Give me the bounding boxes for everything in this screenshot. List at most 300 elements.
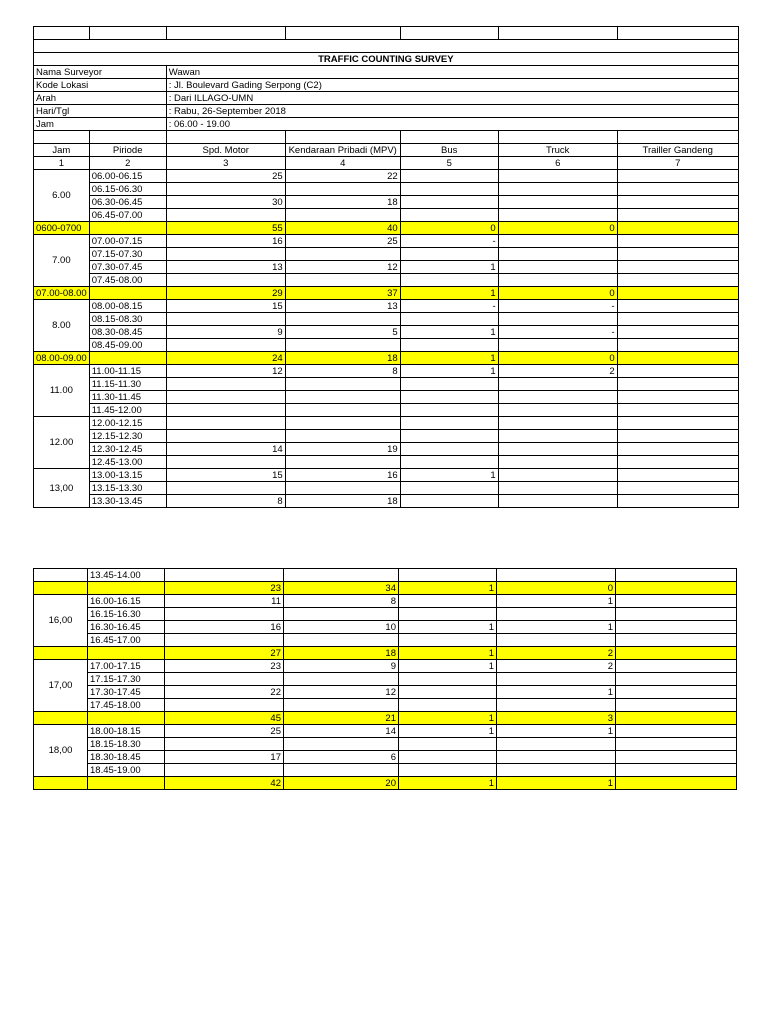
value-cell xyxy=(165,608,284,621)
value-cell: 19 xyxy=(285,443,400,456)
value-cell xyxy=(617,183,738,196)
subtotal-row xyxy=(34,287,739,300)
value-cell xyxy=(400,209,498,222)
value-cell xyxy=(497,608,616,621)
periode-cell: 13.45-14.00 xyxy=(88,569,165,582)
table-row xyxy=(34,274,739,287)
value-cell xyxy=(400,391,498,404)
blank-row xyxy=(34,27,739,40)
value-cell xyxy=(166,430,285,443)
info-row xyxy=(34,105,739,118)
value-cell xyxy=(399,673,497,686)
value-cell xyxy=(284,738,399,751)
value-cell xyxy=(399,569,497,582)
periode-cell: 17.45-18.00 xyxy=(88,699,165,712)
value-cell xyxy=(617,365,738,378)
value-cell xyxy=(616,569,737,582)
value-cell: 1 xyxy=(497,621,616,634)
info-label: Arah xyxy=(34,92,167,105)
subtotal-value: 0 xyxy=(498,287,617,300)
value-cell xyxy=(284,608,399,621)
info-value: : Rabu, 26-September 2018 xyxy=(166,105,738,118)
value-cell: 8 xyxy=(166,495,285,508)
subtotal-value: 2 xyxy=(497,647,616,660)
value-cell xyxy=(400,482,498,495)
value-cell xyxy=(498,235,617,248)
value-cell xyxy=(285,391,400,404)
value-cell: 1 xyxy=(497,725,616,738)
value-cell xyxy=(400,404,498,417)
periode-cell: 11.30-11.45 xyxy=(89,391,166,404)
value-cell: 15 xyxy=(166,300,285,313)
value-cell xyxy=(617,274,738,287)
header-spd-motor: Spd. Motor xyxy=(166,144,285,157)
value-cell: 6 xyxy=(284,751,399,764)
table-row xyxy=(34,170,739,183)
subtotal-cell xyxy=(88,647,165,660)
value-cell: 11 xyxy=(165,595,284,608)
value-cell xyxy=(166,482,285,495)
value-cell xyxy=(498,183,617,196)
value-cell xyxy=(498,495,617,508)
table-row xyxy=(34,608,737,621)
subtotal-value: 0 xyxy=(498,352,617,365)
subtotal-value: 1 xyxy=(400,287,498,300)
subtotal-value xyxy=(616,647,737,660)
subtotal-row xyxy=(34,712,737,725)
column-number: 3 xyxy=(166,157,285,170)
value-cell xyxy=(400,417,498,430)
survey-table-page-2 xyxy=(33,568,737,790)
jam-cell: 18,00 xyxy=(34,725,88,777)
value-cell xyxy=(399,764,497,777)
periode-cell: 11.00-11.15 xyxy=(89,365,166,378)
value-cell: 25 xyxy=(165,725,284,738)
periode-cell: 17.00-17.15 xyxy=(88,660,165,673)
value-cell xyxy=(285,339,400,352)
table-row xyxy=(34,300,739,313)
value-cell xyxy=(165,764,284,777)
subtotal-value: 1 xyxy=(399,712,497,725)
subtotal-value: 0 xyxy=(400,222,498,235)
subtotal-cell xyxy=(88,712,165,725)
column-number: 2 xyxy=(89,157,166,170)
value-cell xyxy=(284,699,399,712)
periode-cell: 17.30-17.45 xyxy=(88,686,165,699)
value-cell xyxy=(498,170,617,183)
info-label: Jam xyxy=(34,118,167,131)
value-cell: 23 xyxy=(165,660,284,673)
jam-cell: 13,00 xyxy=(34,469,90,508)
value-cell xyxy=(166,378,285,391)
subtotal-value xyxy=(616,777,737,790)
subtotal-label xyxy=(34,777,88,790)
value-cell xyxy=(399,738,497,751)
table-row xyxy=(34,751,737,764)
jam-cell: 17,00 xyxy=(34,660,88,712)
header-piriode: Piriode xyxy=(89,144,166,157)
value-cell xyxy=(399,595,497,608)
periode-cell: 11.15-11.30 xyxy=(89,378,166,391)
value-cell xyxy=(166,248,285,261)
value-cell xyxy=(166,404,285,417)
periode-cell: 06.45-07.00 xyxy=(89,209,166,222)
value-cell xyxy=(166,456,285,469)
value-cell: 10 xyxy=(284,621,399,634)
value-cell xyxy=(498,456,617,469)
table-row xyxy=(34,326,739,339)
value-cell: 5 xyxy=(285,326,400,339)
value-cell xyxy=(285,404,400,417)
subtotal-label xyxy=(34,712,88,725)
subtotal-value: 18 xyxy=(284,647,399,660)
jam-cell: 16,00 xyxy=(34,595,88,647)
periode-cell: 08.45-09.00 xyxy=(89,339,166,352)
value-cell: 1 xyxy=(400,469,498,482)
value-cell xyxy=(284,764,399,777)
value-cell xyxy=(617,417,738,430)
value-cell xyxy=(400,339,498,352)
value-cell xyxy=(617,391,738,404)
periode-cell: 07.30-07.45 xyxy=(89,261,166,274)
subtotal-label: 0600-0700 xyxy=(34,222,90,235)
value-cell: 18 xyxy=(285,196,400,209)
value-cell xyxy=(616,660,737,673)
periode-cell: 18.00-18.15 xyxy=(88,725,165,738)
info-row xyxy=(34,79,739,92)
value-cell xyxy=(616,738,737,751)
value-cell xyxy=(617,261,738,274)
subtotal-value: 20 xyxy=(284,777,399,790)
value-cell: 1 xyxy=(497,686,616,699)
value-cell xyxy=(617,469,738,482)
survey-title: TRAFFIC COUNTING SURVEY xyxy=(34,53,739,66)
value-cell: 25 xyxy=(166,170,285,183)
value-cell: 12 xyxy=(285,261,400,274)
table-row xyxy=(34,417,739,430)
value-cell xyxy=(617,339,738,352)
periode-cell: 08.30-08.45 xyxy=(89,326,166,339)
table-row xyxy=(34,443,739,456)
value-cell xyxy=(617,430,738,443)
value-cell: 14 xyxy=(166,443,285,456)
value-cell xyxy=(498,313,617,326)
value-cell: 1 xyxy=(400,326,498,339)
jam-cell: 12.00 xyxy=(34,417,90,469)
value-cell xyxy=(285,482,400,495)
spacer-row xyxy=(34,40,739,53)
value-cell xyxy=(399,751,497,764)
column-number-row xyxy=(34,157,739,170)
value-cell xyxy=(400,196,498,209)
table-row xyxy=(34,378,739,391)
value-cell: 1 xyxy=(399,621,497,634)
column-number: 1 xyxy=(34,157,90,170)
value-cell xyxy=(617,378,738,391)
periode-cell: 07.15-07.30 xyxy=(89,248,166,261)
subtotal-value xyxy=(616,712,737,725)
value-cell xyxy=(616,608,737,621)
subtotal-value: 3 xyxy=(497,712,616,725)
value-cell xyxy=(617,482,738,495)
subtotal-value xyxy=(617,287,738,300)
subtotal-value: 18 xyxy=(285,352,400,365)
periode-cell: 16.00-16.15 xyxy=(88,595,165,608)
periode-cell: 12.15-12.30 xyxy=(89,430,166,443)
subtotal-label xyxy=(34,647,88,660)
value-cell: 1 xyxy=(400,261,498,274)
value-cell: - xyxy=(400,300,498,313)
subtotal-value: 40 xyxy=(285,222,400,235)
value-cell: 2 xyxy=(498,365,617,378)
value-cell xyxy=(165,673,284,686)
subtotal-value: 1 xyxy=(400,352,498,365)
value-cell: - xyxy=(498,326,617,339)
periode-cell: 12.00-12.15 xyxy=(89,417,166,430)
value-cell: - xyxy=(498,300,617,313)
value-cell xyxy=(498,443,617,456)
value-cell xyxy=(166,417,285,430)
table-row xyxy=(34,209,739,222)
value-cell xyxy=(497,738,616,751)
periode-cell: 07.00-07.15 xyxy=(89,235,166,248)
table-row xyxy=(34,261,739,274)
table-row xyxy=(34,248,739,261)
jam-cell: 7.00 xyxy=(34,235,90,287)
subtotal-row xyxy=(34,582,737,595)
info-label: Nama Surveyor xyxy=(34,66,167,79)
value-cell xyxy=(165,699,284,712)
value-cell: 1 xyxy=(399,725,497,738)
subtotal-cell xyxy=(88,777,165,790)
value-cell xyxy=(400,274,498,287)
info-row xyxy=(34,92,739,105)
value-cell xyxy=(617,196,738,209)
value-cell xyxy=(616,751,737,764)
info-row xyxy=(34,66,739,79)
value-cell xyxy=(165,569,284,582)
spacer-row xyxy=(34,131,739,144)
periode-cell: 12.45-13.00 xyxy=(89,456,166,469)
value-cell xyxy=(616,673,737,686)
table-row xyxy=(34,634,737,647)
periode-cell: 07.45-08.00 xyxy=(89,274,166,287)
periode-cell: 13.15-13.30 xyxy=(89,482,166,495)
table-row xyxy=(34,196,739,209)
subtotal-value: 21 xyxy=(284,712,399,725)
subtotal-value xyxy=(617,352,738,365)
info-value: : Jl. Boulevard Gading Serpong (C2) xyxy=(166,79,738,92)
info-label: Kode Lokasi xyxy=(34,79,167,92)
subtotal-value: 24 xyxy=(166,352,285,365)
value-cell xyxy=(400,170,498,183)
value-cell xyxy=(285,313,400,326)
subtotal-label: 07.00-08.00 xyxy=(34,287,90,300)
periode-cell: 16.45-17.00 xyxy=(88,634,165,647)
subtotal-value: 37 xyxy=(285,287,400,300)
subtotal-value: 1 xyxy=(399,582,497,595)
periode-cell: 16.30-16.45 xyxy=(88,621,165,634)
value-cell xyxy=(166,274,285,287)
value-cell: 18 xyxy=(285,495,400,508)
periode-cell: 11.45-12.00 xyxy=(89,404,166,417)
value-cell xyxy=(498,469,617,482)
table-row xyxy=(34,621,737,634)
value-cell xyxy=(400,430,498,443)
table-row xyxy=(34,595,737,608)
value-cell xyxy=(616,725,737,738)
table-row xyxy=(34,183,739,196)
subtotal-value: 29 xyxy=(166,287,285,300)
periode-cell: 06.00-06.15 xyxy=(89,170,166,183)
value-cell xyxy=(617,209,738,222)
value-cell xyxy=(399,634,497,647)
periode-cell: 18.30-18.45 xyxy=(88,751,165,764)
subtotal-value: 45 xyxy=(165,712,284,725)
table-row xyxy=(34,764,737,777)
value-cell xyxy=(617,170,738,183)
table-row xyxy=(34,482,739,495)
value-cell: 1 xyxy=(399,660,497,673)
value-cell xyxy=(285,430,400,443)
value-cell: 12 xyxy=(284,686,399,699)
table-row xyxy=(34,456,739,469)
value-cell xyxy=(616,764,737,777)
periode-cell: 18.45-19.00 xyxy=(88,764,165,777)
value-cell: 17 xyxy=(165,751,284,764)
table-row xyxy=(34,339,739,352)
value-cell xyxy=(400,443,498,456)
value-cell xyxy=(284,673,399,686)
value-cell: 16 xyxy=(165,621,284,634)
table-row xyxy=(34,495,739,508)
value-cell xyxy=(617,248,738,261)
table-row xyxy=(34,235,739,248)
subtotal-value: 27 xyxy=(165,647,284,660)
subtotal-value xyxy=(617,222,738,235)
value-cell: 30 xyxy=(166,196,285,209)
value-cell: 2 xyxy=(497,660,616,673)
header-truck: Truck xyxy=(498,144,617,157)
value-cell: 22 xyxy=(285,170,400,183)
value-cell xyxy=(285,417,400,430)
value-cell: 13 xyxy=(285,300,400,313)
value-cell: 22 xyxy=(165,686,284,699)
subtotal-value: 0 xyxy=(498,222,617,235)
value-cell: 1 xyxy=(497,595,616,608)
value-cell xyxy=(497,673,616,686)
value-cell xyxy=(285,274,400,287)
value-cell: 9 xyxy=(284,660,399,673)
subtotal-value: 1 xyxy=(497,777,616,790)
value-cell xyxy=(285,248,400,261)
subtotal-cell xyxy=(89,352,166,365)
table-row xyxy=(34,430,739,443)
value-cell xyxy=(497,751,616,764)
value-cell xyxy=(498,430,617,443)
subtotal-label: 08.00-09.00 xyxy=(34,352,90,365)
value-cell: - xyxy=(400,235,498,248)
periode-cell: 06.15-06.30 xyxy=(89,183,166,196)
value-cell xyxy=(166,339,285,352)
value-cell xyxy=(498,417,617,430)
subtotal-row xyxy=(34,647,737,660)
periode-cell: 13.30-13.45 xyxy=(89,495,166,508)
value-cell xyxy=(399,608,497,621)
jam-cell: 6.00 xyxy=(34,170,90,222)
value-cell: 14 xyxy=(284,725,399,738)
table-row xyxy=(34,673,737,686)
value-cell: 12 xyxy=(166,365,285,378)
column-number: 5 xyxy=(400,157,498,170)
header-bus: Bus xyxy=(400,144,498,157)
value-cell xyxy=(498,378,617,391)
column-number: 6 xyxy=(498,157,617,170)
value-cell xyxy=(617,300,738,313)
value-cell: 8 xyxy=(284,595,399,608)
table-row xyxy=(34,391,739,404)
value-cell xyxy=(400,456,498,469)
periode-cell: 06.30-06.45 xyxy=(89,196,166,209)
value-cell xyxy=(165,634,284,647)
value-cell xyxy=(497,699,616,712)
jam-cell: 11.00 xyxy=(34,365,90,417)
value-cell: 15 xyxy=(166,469,285,482)
value-cell xyxy=(498,261,617,274)
value-cell xyxy=(616,595,737,608)
table-row xyxy=(34,686,737,699)
value-cell: 25 xyxy=(285,235,400,248)
header-trailler-gandeng: Trailler Gandeng xyxy=(617,144,738,157)
value-cell xyxy=(497,569,616,582)
value-cell xyxy=(285,183,400,196)
subtotal-value: 1 xyxy=(399,777,497,790)
header-jam: Jam xyxy=(34,144,90,157)
periode-cell: 17.15-17.30 xyxy=(88,673,165,686)
table-row xyxy=(34,699,737,712)
table-row xyxy=(34,365,739,378)
header-row xyxy=(34,144,739,157)
value-cell xyxy=(617,404,738,417)
value-cell: 9 xyxy=(166,326,285,339)
value-cell xyxy=(166,183,285,196)
value-cell: 16 xyxy=(285,469,400,482)
subtotal-cell xyxy=(89,287,166,300)
value-cell xyxy=(285,209,400,222)
value-cell xyxy=(166,209,285,222)
value-cell xyxy=(284,634,399,647)
table-row xyxy=(34,569,737,582)
table-row xyxy=(34,404,739,417)
subtotal-cell xyxy=(89,222,166,235)
value-cell xyxy=(616,686,737,699)
value-cell xyxy=(498,196,617,209)
info-label: Hari/Tgl xyxy=(34,105,167,118)
value-cell xyxy=(616,621,737,634)
jam-cell xyxy=(34,569,88,582)
value-cell xyxy=(497,764,616,777)
value-cell xyxy=(616,634,737,647)
value-cell xyxy=(165,738,284,751)
subtotal-value: 1 xyxy=(399,647,497,660)
value-cell xyxy=(166,391,285,404)
value-cell xyxy=(400,495,498,508)
table-row xyxy=(34,660,737,673)
subtotal-cell xyxy=(88,582,165,595)
value-cell: 8 xyxy=(285,365,400,378)
subtotal-label xyxy=(34,582,88,595)
value-cell: 16 xyxy=(166,235,285,248)
